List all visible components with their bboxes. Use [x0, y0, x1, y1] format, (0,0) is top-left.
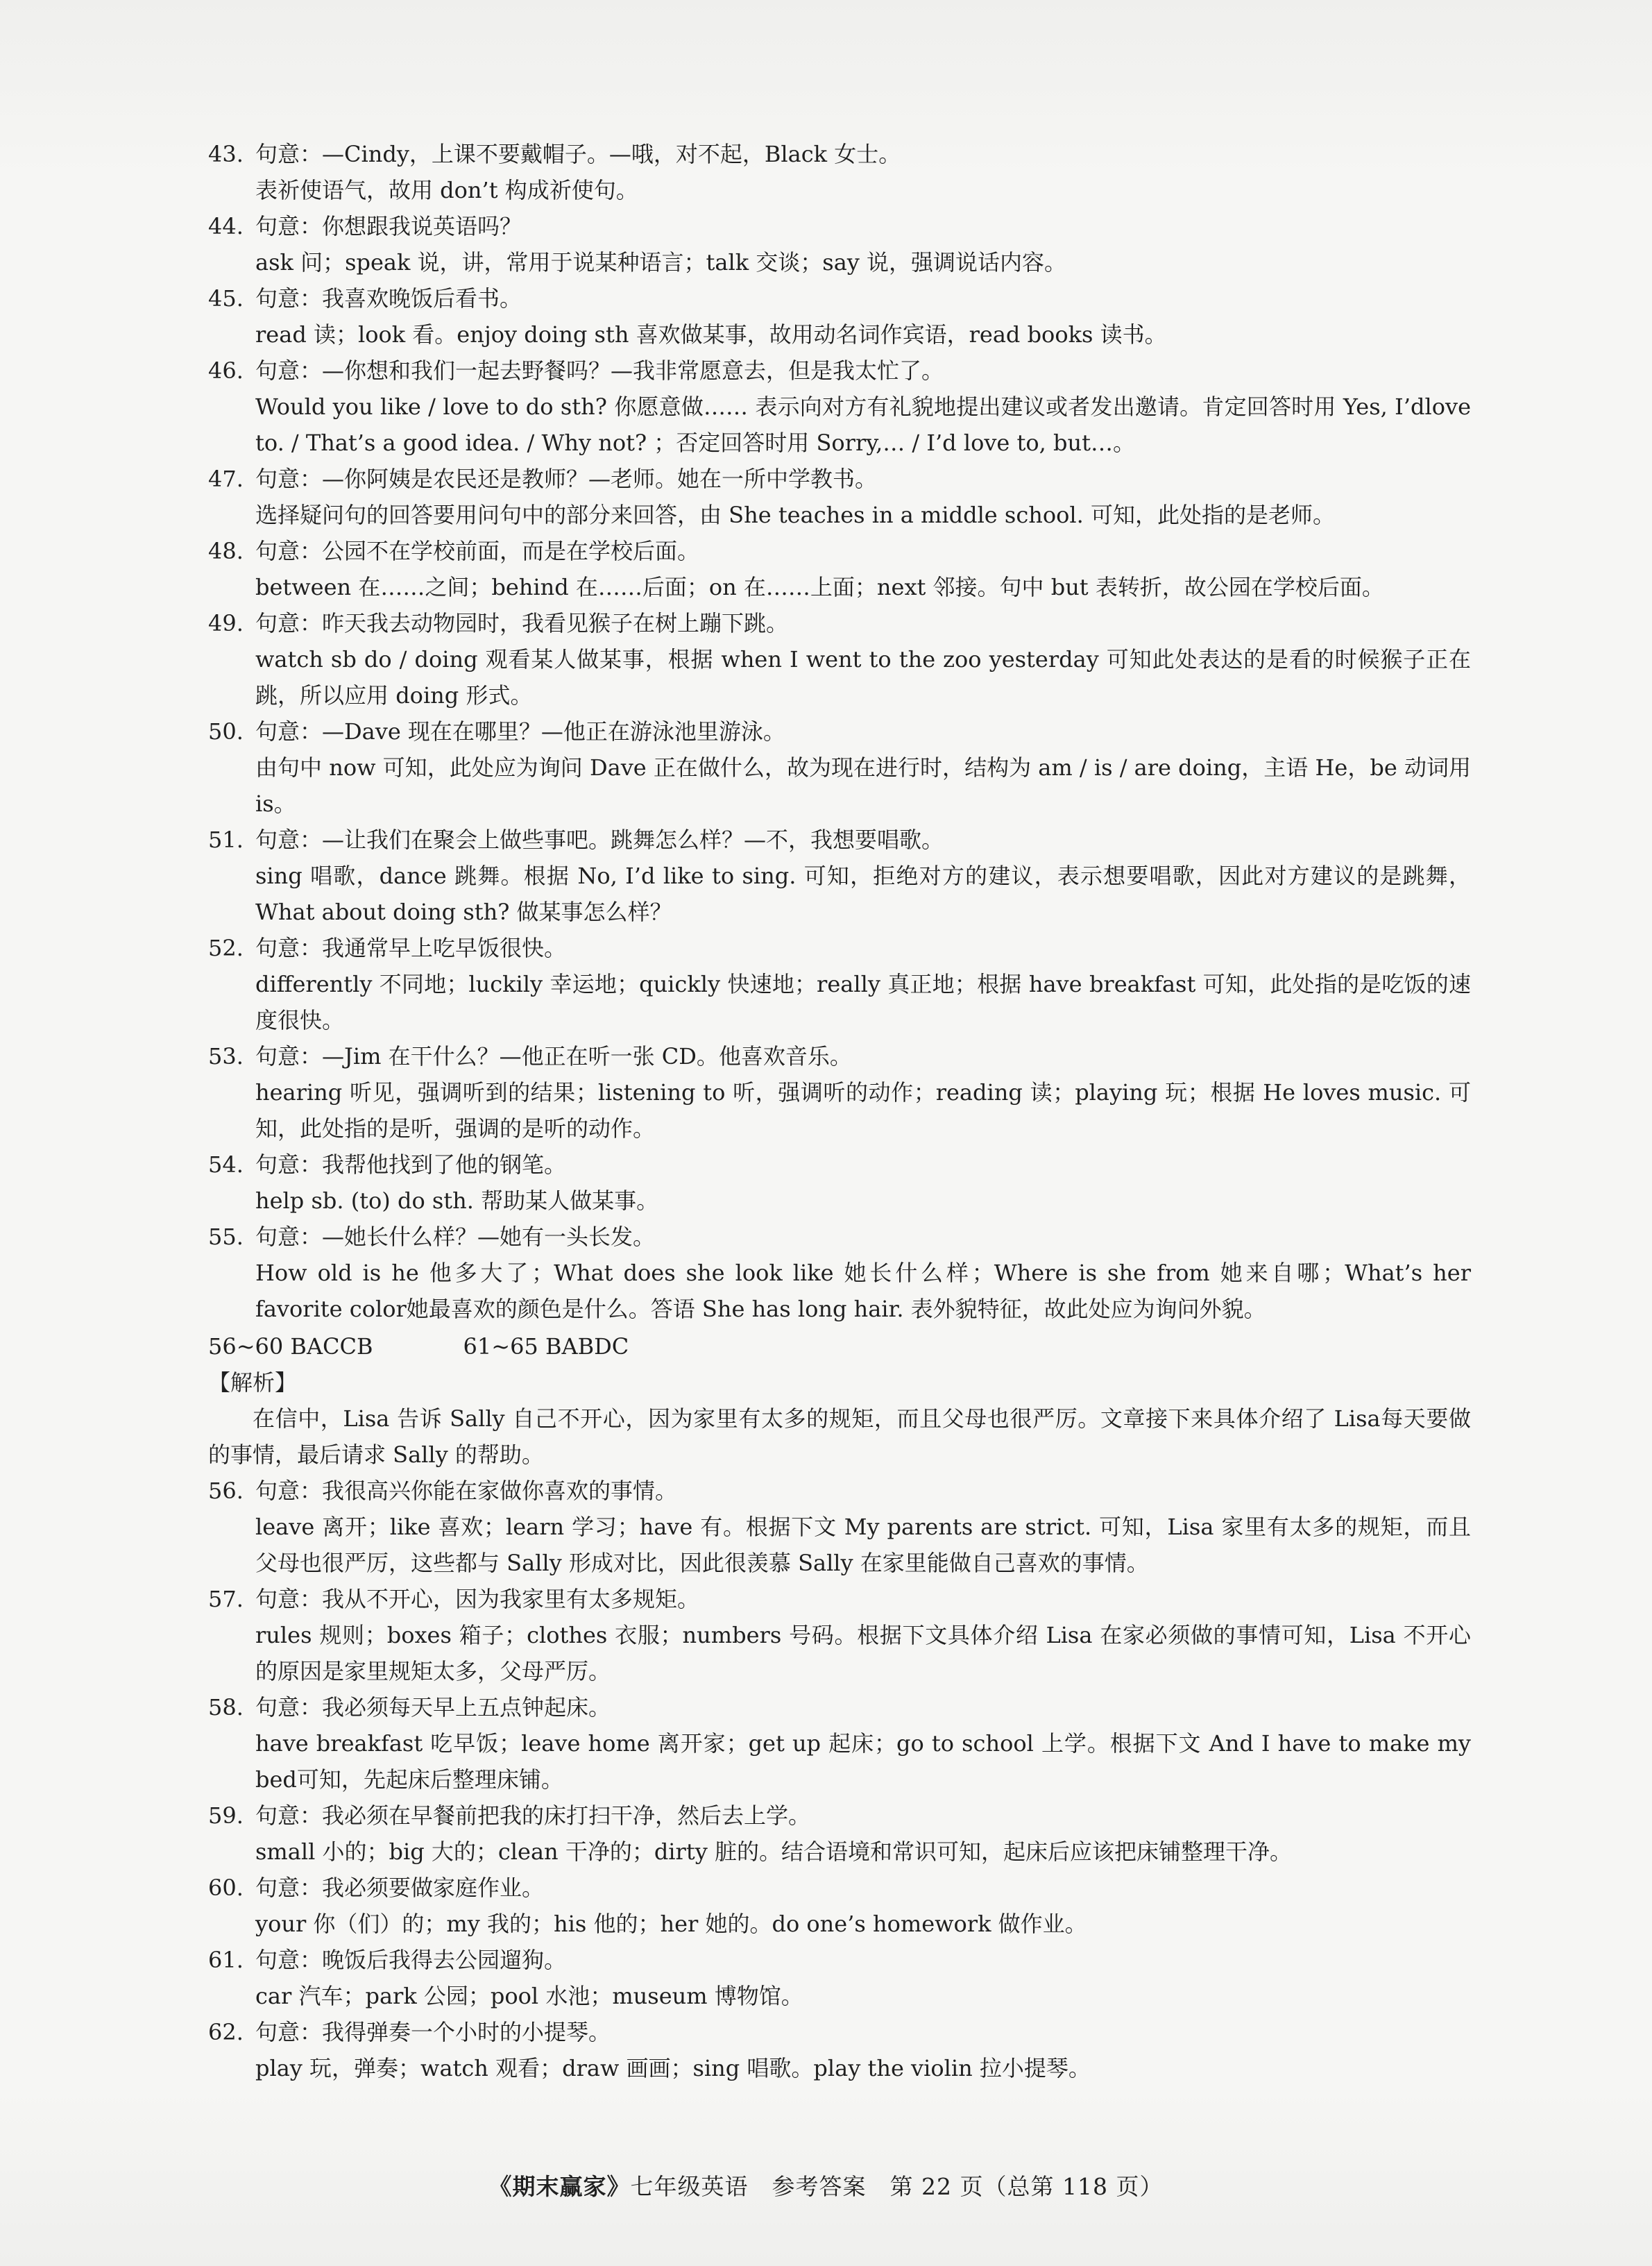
explanation-line: 表祈使语气，故用 don’t 构成祈使句。 — [255, 177, 638, 203]
explanation-line: 她最喜欢的颜色是什么。答语 She has long hair. 表外貌特征，故此处应为询问外貌。 — [406, 1296, 1266, 1322]
explanation — [208, 316, 1471, 353]
question-number: 45. — [208, 285, 244, 312]
question-number: 53. — [208, 1043, 244, 1069]
sentence-translation: 句意：我喜欢晚饭后看书。 — [255, 285, 522, 312]
explanation-line: small 小的；big 大的；clean 干净的；dirty 脏的。结合语境和常识可知，起床后应该把床铺整理干净。 — [255, 1838, 1292, 1865]
answer-item — [208, 1038, 1471, 1147]
question-number: 50. — [208, 718, 244, 745]
explanation — [208, 1617, 1471, 1689]
question-number: 51. — [208, 827, 244, 853]
footer-page-info: 七年级英语 参考答案 第 22 页（总第 118 页） — [630, 2173, 1164, 2200]
explanation-line: rules 规则；boxes 箱子；clothes 衣服；numbers 号码。根据下文具体介绍 Lisa 在家必须做的事情可知，Lisa 不开 — [255, 1622, 1449, 1648]
sentence-translation: 句意：昨天我去动物园时，我看见猴子在树上蹦下跳。 — [255, 610, 789, 636]
analysis-label: 【解析】 — [208, 1369, 298, 1396]
question-line — [208, 1147, 1471, 1183]
answer-key-56-60: 56~60 BACCB — [208, 1333, 373, 1360]
intro-line: 每天要做的事情，最后请求 Sally 的帮助。 — [208, 1405, 1471, 1468]
explanation — [208, 1906, 1471, 1942]
question-number: 58. — [208, 1694, 244, 1720]
answer-item — [208, 1870, 1471, 1942]
question-line — [208, 1689, 1471, 1725]
sentence-translation: 句意：—你阿姨是农民还是教师？—老师。她在一所中学教书。 — [255, 466, 878, 492]
answer-item — [208, 353, 1471, 461]
answer-item — [208, 280, 1471, 353]
question-line — [208, 1870, 1471, 1906]
answer-item — [208, 2014, 1471, 2086]
sentence-translation: 句意：我得弹奏一个小时的小提琴。 — [255, 2019, 611, 2045]
answer-item — [208, 136, 1471, 208]
explanation-line: 所以应用 doing 形式。 — [300, 682, 533, 709]
question-number: 47. — [208, 466, 244, 492]
sentence-translation: 句意：我必须要做家庭作业。 — [255, 1875, 545, 1901]
question-number: 60. — [208, 1875, 244, 1901]
answer-item — [208, 533, 1471, 605]
answer-list-part1 — [208, 136, 1471, 1327]
question-number: 55. — [208, 1224, 244, 1250]
explanation — [208, 389, 1471, 461]
explanation-line: ask 问；speak 说，讲，常用于说某种语言；talk 交谈；say 说，强调说话内容。 — [255, 249, 1067, 276]
question-line — [208, 1581, 1471, 1617]
explanation — [208, 1834, 1471, 1870]
answer-item — [208, 1219, 1471, 1327]
explanation-line: How old is he 他多大了；What does she look like 她长什么样；Where is she from 她来自哪；What’s her favorite color — [255, 1260, 1471, 1322]
question-line — [208, 713, 1471, 750]
footer-book-title: 《期末赢家》 — [488, 2173, 631, 2200]
explanation — [208, 641, 1471, 713]
answer-key-line — [208, 1328, 1471, 1364]
explanation — [208, 966, 1471, 1038]
question-line — [208, 208, 1471, 244]
question-line — [208, 1219, 1471, 1255]
explanation-line: watch sb do / doing 观看某人做某事，根据 when I went to the zoo yesterday 可知此处表达的是看的时候猴子正在跳， — [255, 646, 1471, 709]
question-number: 46. — [208, 357, 244, 384]
question-line — [208, 822, 1471, 858]
question-line — [208, 930, 1471, 966]
explanation — [208, 569, 1471, 605]
sentence-translation: 句意：你想跟我说英语吗？ — [255, 213, 522, 239]
explanation-line: What about doing sth? 做某事怎么样？ — [255, 899, 672, 925]
answer-item — [208, 713, 1471, 822]
answer-content — [208, 136, 1471, 2086]
answer-item — [208, 1147, 1471, 1219]
explanation-line: 由句中 now 可知，此处应为询问 Dave 正在做什么，故为现在进行时，结构为 am / is / are doing，主语 He，be 动 — [255, 754, 1427, 781]
question-line — [208, 533, 1471, 569]
sentence-translation: 句意：—Cindy，上课不要戴帽子。—哦，对不起，Black 女士。 — [255, 141, 901, 167]
explanation-line: 选择疑问句的回答要用问句中的部分来回答，由 She teaches in a middle school. 可知，此处指的是老师。 — [255, 502, 1335, 528]
answer-item — [208, 1942, 1471, 2014]
sentence-translation: 句意：我通常早上吃早饭很快。 — [255, 935, 567, 961]
explanation-line: between 在……之间；behind 在……后面；on 在……上面；next 邻接。句中 but 表转折，故公园在学校后面。 — [255, 574, 1384, 600]
question-line — [208, 605, 1471, 641]
answer-item — [208, 208, 1471, 280]
explanation-line: play 玩，弹奏；watch 观看；draw 画画；sing 唱歌。play the violin 拉小提琴。 — [255, 2055, 1091, 2081]
explanation-line: 父母也很严厉，这些都与 Sally 形成对比，因此很羡慕 Sally 在家里能做自己喜欢的事情。 — [255, 1550, 1149, 1576]
sentence-translation: 句意：—让我们在聚会上做些事吧。跳舞怎么样？—不，我想要唱歌。 — [255, 827, 944, 853]
question-line — [208, 1473, 1471, 1509]
sentence-translation: 句意：—她长什么样？—她有一头长发。 — [255, 1224, 656, 1250]
explanation-line: differently 不同地；luckily 幸运地；quickly 快速地；really 真正地；根据 have breakfast 可知，此处指的是吃饭的 — [255, 971, 1449, 997]
answer-item — [208, 1581, 1471, 1689]
question-number: 44. — [208, 213, 244, 239]
explanation-line: sing 唱歌，dance 跳舞。根据 No, I’d like to sing. 可知，拒绝对方的建议，表示想要唱歌，因此对方建议的是跳舞， — [255, 863, 1471, 889]
sentence-translation: 句意：公园不在学校前面，而是在学校后面。 — [255, 538, 700, 564]
question-number: 59. — [208, 1802, 244, 1829]
question-number: 57. — [208, 1586, 244, 1612]
explanation — [208, 2050, 1471, 2086]
explanation — [208, 172, 1471, 208]
answer-list-part2 — [208, 1473, 1471, 2086]
explanation-line: Would you like / love to do sth? 你愿意做…… 表示向对方有礼貌地提出建议或者发出邀请。肯定回答时用 Yes, I’d — [255, 394, 1425, 420]
explanation-line: have breakfast 吃早饭；leave home 离开家；get up 起床；go to school 上学。根据下文 And I have to make my bed — [255, 1730, 1471, 1793]
explanation — [208, 750, 1471, 822]
explanation-line: read 读；look 看。enjoy doing sth 喜欢做某事，故用动名词作宾语，read books 读书。 — [255, 321, 1167, 348]
answer-item — [208, 605, 1471, 713]
explanation — [208, 1074, 1471, 1147]
sentence-translation: 句意：我从不开心，因为我家里有太多规矩。 — [255, 1586, 700, 1612]
question-number: 62. — [208, 2019, 244, 2045]
question-line — [208, 2014, 1471, 2050]
sentence-translation: 句意：我必须每天早上五点钟起床。 — [255, 1694, 611, 1720]
question-line — [208, 1942, 1471, 1978]
explanation-line: 心的原因是家里规矩太多，父母严厉。 — [255, 1622, 1471, 1684]
explanation — [208, 1725, 1471, 1798]
question-number: 43. — [208, 141, 244, 167]
question-line — [208, 1798, 1471, 1834]
sentence-translation: 句意：我帮他找到了他的钢笔。 — [255, 1151, 567, 1178]
question-number: 48. — [208, 538, 244, 564]
explanation — [208, 1978, 1471, 2014]
explanation — [208, 1255, 1471, 1327]
explanation-line: your 你（们）的；my 我的；his 他的；her 她的。do one’s homework 做作业。 — [255, 1911, 1087, 1937]
answer-item — [208, 1689, 1471, 1798]
question-line — [208, 136, 1471, 172]
explanation — [208, 244, 1471, 280]
explanation-line: 词用 is。 — [255, 754, 1471, 817]
question-number: 49. — [208, 610, 244, 636]
question-number: 54. — [208, 1151, 244, 1178]
sentence-translation: 句意：—Jim 在干什么？—他正在听一张 CD。他喜欢音乐。 — [255, 1043, 852, 1069]
sentence-translation: 句意：—你想和我们一起去野餐吗？—我非常愿意去，但是我太忙了。 — [255, 357, 944, 384]
sentence-translation: 句意：我必须在早餐前把我的床打扫干净，然后去上学。 — [255, 1802, 811, 1829]
question-line — [208, 280, 1471, 316]
question-number: 52. — [208, 935, 244, 961]
answer-item — [208, 822, 1471, 930]
analysis-intro — [208, 1401, 1471, 1473]
page-footer — [0, 2169, 1652, 2201]
sentence-translation: 句意：—Dave 现在在哪里？—他正在游泳池里游泳。 — [255, 718, 785, 745]
question-line — [208, 1038, 1471, 1074]
explanation-line: leave 离开；like 喜欢；learn 学习；have 有。根据下文 My parents are strict. 可知，Lisa 家里有太多的规矩，而且 — [255, 1514, 1471, 1540]
explanation — [208, 497, 1471, 533]
question-number: 56. — [208, 1478, 244, 1504]
explanation-line: help sb. (to) do sth. 帮助某人做某事。 — [255, 1187, 659, 1214]
explanation — [208, 858, 1471, 930]
explanation-line: 可知，先起床后整理床铺。 — [296, 1766, 563, 1793]
answer-item — [208, 1473, 1471, 1581]
question-number: 61. — [208, 1947, 244, 1973]
answer-item — [208, 1798, 1471, 1870]
explanation-line: car 汽车；park 公园；pool 水池；museum 博物馆。 — [255, 1983, 803, 2009]
explanation-line: 知，此处指的是听，强调的是听的动作。 — [255, 1115, 656, 1142]
explanation-line: 速度很快。 — [255, 971, 1471, 1033]
answer-key-61-65: 61~65 BABDC — [463, 1333, 629, 1360]
explanation-line: hearing 听见，强调听到的结果；listening to 听，强调听的动作；reading 读；playing 玩；根据 He loves music. 可 — [255, 1079, 1471, 1106]
intro-line: 在信中，Lisa 告诉 Sally 自己不开心，因为家里有太多的规矩，而且父母也很严厉。文章接下来具体介绍了 Lisa — [253, 1405, 1381, 1432]
sentence-translation: 句意：晚饭后我得去公园遛狗。 — [255, 1947, 567, 1973]
question-line — [208, 461, 1471, 497]
answer-item — [208, 930, 1471, 1038]
question-line — [208, 353, 1471, 389]
answer-item — [208, 461, 1471, 533]
sentence-translation: 句意：我很高兴你能在家做你喜欢的事情。 — [255, 1478, 678, 1504]
explanation — [208, 1509, 1471, 1581]
explanation — [208, 1183, 1471, 1219]
explanation-line: love to. / That’s a good idea. / Why not? ；否定回答时用 Sorry,… / I’d love to, but…。 — [255, 394, 1471, 456]
